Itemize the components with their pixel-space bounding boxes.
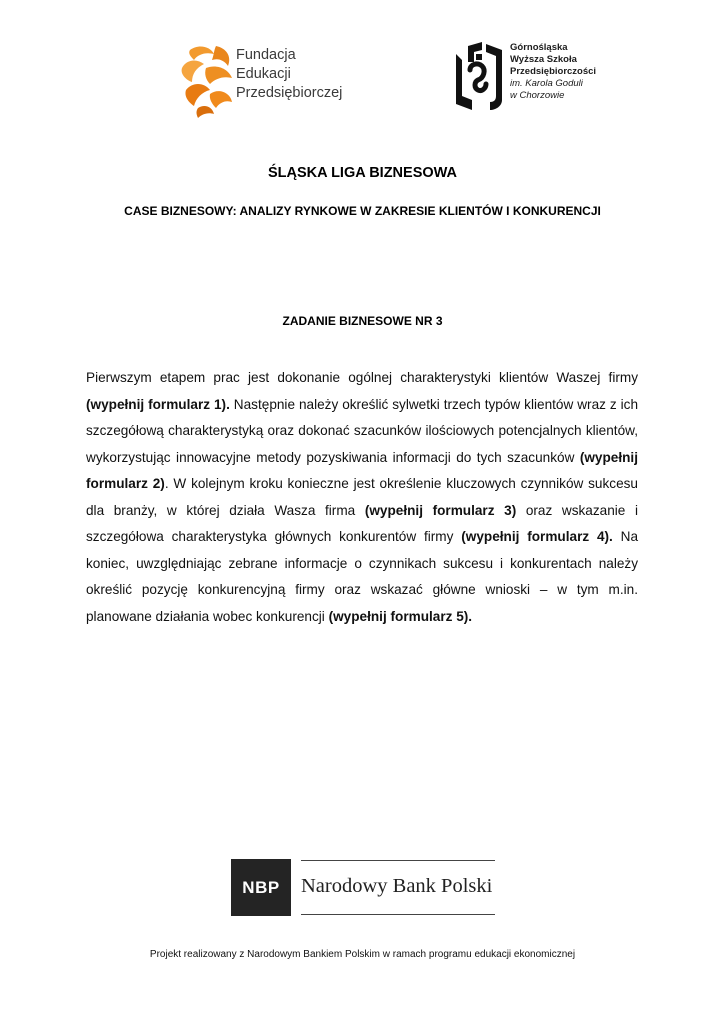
paragraph-text: Pierwszym etapem prac jest dokonanie ogólnej charakterystyki klientów Waszej firmy	[86, 370, 638, 385]
footer-note: Projekt realizowany z Narodowym Bankiem Polskim w ramach programu edukacji ekonomicznej	[149, 949, 576, 960]
fundacja-logo	[176, 42, 346, 118]
task-title: ZADANIE BIZNESOWE NR 3	[282, 314, 443, 328]
nbp-logo-box: NBP	[231, 859, 291, 916]
paragraph-bold-text: (wypełnij formularz 1).	[86, 396, 230, 412]
gwsp-logo-line: Wyższa Szkoła	[510, 54, 577, 65]
nbp-logo	[231, 859, 495, 917]
gwsp-logo-line: im. Karola Goduli	[510, 78, 583, 89]
gwsp-logo	[452, 40, 622, 114]
gwsp-logo-line: Górnośląska	[510, 42, 568, 53]
paragraph-bold-text: (wypełnij formularz 3)	[364, 502, 517, 518]
paragraph-bold-text: (wypełnij formularz 4).	[461, 529, 613, 544]
paragraph-text: Na koniec, uwzględniając zebrane informacje o czynnikach sukcesu i konkurentach należy określić pozycję konkurencyjną firmy oraz wskazać główne wnioski – w tym m.in. planowane działania wobec konkurencji	[86, 529, 639, 624]
paragraph-text: oraz wskazanie i szczegółowa charakterystyka głównych konkurentów firmy	[86, 502, 638, 544]
paragraph-text: . W kolejnym kroku konieczne jest określenie kluczowych czynników sukcesu dla branży, w której działa Wasza firma	[86, 476, 638, 518]
gwsp-logo-line: Przedsiębiorczości	[510, 66, 597, 77]
page-title: ŚLĄSKA LIGA BIZNESOWA	[267, 165, 458, 181]
task-description-paragraph	[86, 365, 638, 630]
nbp-logo-name: Narodowy Bank Polski	[301, 875, 493, 897]
fundacja-logo-line: Edukacji	[236, 66, 291, 82]
nbp-logo-divider	[301, 860, 495, 861]
page-subtitle: CASE BIZNESOWY: ANALIZY RYNKOWE W ZAKRESIE KLIENTÓW I KONKURENCJI	[124, 204, 601, 218]
fundacja-logo-line: Przedsiębiorczej	[236, 85, 343, 101]
paragraph-text: Następnie należy określić sylwetki trzech typów klientów wraz z ich szczegółową charakterystyką oraz dokonać szacunków ilościowych potencjalnych klientów, wykorzystując innowacyjne metody pozyskiwania informacji do tych szacunków	[86, 396, 639, 465]
paragraph-bold-text: (wypełnij formularz 2)	[86, 449, 638, 491]
gwsp-logo-line: w Chorzowie	[510, 90, 565, 101]
paragraph-bold-text: (wypełnij formularz 5).	[328, 608, 473, 624]
gwsp-hand-seal-icon	[452, 40, 506, 112]
fundacja-logo-line: Fundacja	[236, 47, 296, 63]
nbp-logo-divider	[301, 914, 495, 915]
fundacja-orange-swirl-icon	[176, 42, 238, 118]
